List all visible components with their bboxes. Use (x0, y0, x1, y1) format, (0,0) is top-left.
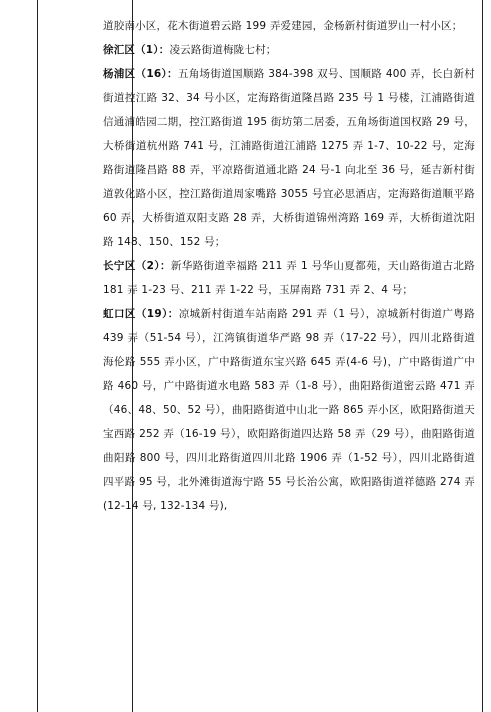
paragraph-hongkou (103, 302, 475, 518)
paragraph-text: 道胶南小区，花木街道碧云路 199 弄爱建园，金杨新村街道罗山一村小区； (103, 20, 463, 32)
paragraph-text: 凉城新村街道车站南路 291 弄（1 号），凉城新村街道广粤路 439 弄（51-54 号），江湾镇街道华严路 98 弄（17-22 号），四川北路街道海伦路 555 弄小区，广中路街道东宝兴路 645 弄(4-6 号)，广中路街道广中路 460 号，广中路街道水电路 583 弄（1-8 号），曲阳路街道密云路 471 弄（46、48、50、52 号），曲阳路街道中山北一路 865 弄小区，欧阳路街道天宝西路 252 弄（16-19 号），欧阳路街道四达路 58 弄（29 号），曲阳路街道曲阳路 800 号，四川北路街道四川北路 1906 弄（1-52 号），四川北路街道四平路 95 号，北外滩街道海宁路 55 号长治公寓，欧阳路街道祥德路 274 弄(12-14 号, 132-134 号), (103, 308, 475, 512)
district-label: 徐汇区（1）： (103, 44, 170, 56)
paragraph-changning (103, 254, 475, 302)
paragraph-text: 五角场街道国顺路 384-398 双号、国顺路 400 弄，长白新村街道控江路 32、34 号小区，定海路街道隆昌路 235 号 1 号楼，江浦路街道信通浦皓园二期，控江路街道 195 街坊第二居委，五角场街道国权路 29 号，大桥街道杭州路 741 号，江浦路街道江浦路 1275 弄 1-7、10-22 号，定海路街道隆昌路 88 弄，平凉路街道通北路 24 号-1 向北至 36 号，延吉新村街道敦化路小区，控江路街道周家嘴路 3055 号宜必思酒店，定海路街道顺平路 60 弄，大桥街道双阳支路 28 弄，大桥街道锦州湾路 169 弄，大桥街道沈阳路 148、150、152 号； (103, 68, 475, 248)
paragraph-text: 新华路街道幸福路 211 弄 1 号华山夏都苑，天山路街道古北路 181 弄 1-23 号、211 弄 1-22 号，玉屏南路 731 弄 2、4 号； (103, 260, 475, 296)
paragraph-yangpu (103, 62, 475, 254)
district-label: 长宁区（2）： (103, 260, 171, 272)
paragraph-text: 凌云路街道梅陇七村； (169, 44, 277, 56)
content-cell (103, 14, 475, 518)
district-label: 杨浦区（16）： (103, 68, 178, 80)
district-label: 虹口区（19）： (103, 308, 179, 320)
paragraph-xuhui (103, 38, 475, 62)
paragraph-continued (103, 14, 475, 38)
